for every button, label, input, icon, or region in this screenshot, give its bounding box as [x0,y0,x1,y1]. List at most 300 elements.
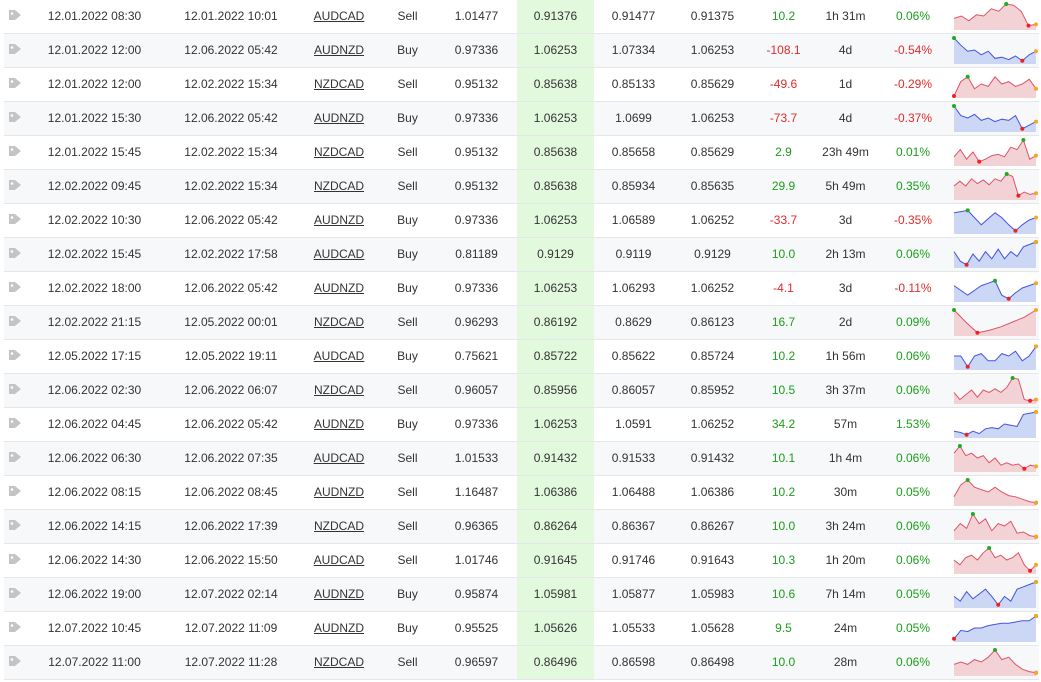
duration: 1h 4m [815,441,876,475]
open-price: 0.95132 [436,67,517,101]
sparkline-low-dot [1020,59,1024,63]
price-3: 0.91533 [594,441,673,475]
pair-link[interactable]: NZDCAD [314,179,364,193]
open-price: 0.97336 [436,271,517,305]
sparkline-cell [950,407,1039,441]
sparkline-high-dot [957,444,961,448]
tag-cell[interactable] [4,33,26,67]
price-3: 1.05533 [594,611,673,645]
duration: 30m [815,475,876,509]
close-price: 1.06253 [673,101,752,135]
duration: 4d [815,33,876,67]
open-price: 0.97336 [436,101,517,135]
close-time: 12.06.2022 05:42 [163,101,299,135]
open-price: 0.97336 [436,407,517,441]
tag-icon[interactable] [8,519,22,534]
pair-cell [299,509,379,543]
close-time: 12.02.2022 15:34 [163,67,299,101]
open-price: 0.95132 [436,135,517,169]
side: Sell [379,475,436,509]
close-price: 0.85629 [673,135,752,169]
duration: 1h 31m [815,0,876,33]
open-price: 1.01477 [436,0,517,33]
sparkline-cell [950,135,1039,169]
pair-cell [299,577,379,611]
pair-cell [299,441,379,475]
sparkline-high-dot [952,36,956,40]
side: Sell [379,0,436,33]
open-price: 0.96597 [436,645,517,679]
table-row[interactable] [4,203,1039,237]
price-sparkline [951,239,1039,269]
close-time: 12.01.2022 10:01 [163,0,299,33]
pips: -49.6 [752,67,815,101]
sparkline-high-dot [952,104,956,108]
close-time: 12.06.2022 17:39 [163,509,299,543]
pair-link[interactable]: AUDNZD [314,417,364,431]
pair-cell [299,475,379,509]
sparkline-cell [950,611,1039,645]
pair-link[interactable]: AUDNZD [314,213,364,227]
pair-cell [299,169,379,203]
close-time: 12.07.2022 11:09 [163,611,299,645]
pair-link[interactable]: NZDCAD [314,77,364,91]
tp-price: 1.05981 [517,577,594,611]
sparkline-high-dot [965,478,969,482]
profit-percent: 1.53% [876,407,950,441]
sparkline-cell [950,305,1039,339]
tag-icon[interactable] [8,655,22,670]
price-3: 0.91746 [594,543,673,577]
pips: 10.2 [752,475,815,509]
profit-percent: 0.05% [876,475,950,509]
pips: -73.7 [752,101,815,135]
close-price: 0.85629 [673,67,752,101]
side: Sell [379,441,436,475]
close-time: 12.06.2022 08:45 [163,475,299,509]
close-time: 12.05.2022 19:11 [163,339,299,373]
pair-link[interactable]: AUDCAD [313,247,365,261]
tag-cell[interactable] [4,543,26,577]
sparkline-end-dot [1034,464,1038,468]
tag-cell[interactable] [4,373,26,407]
pips: 9.5 [752,611,815,645]
tag-icon[interactable] [8,553,22,568]
pair-link[interactable]: AUDNZD [314,43,364,57]
tag-cell[interactable] [4,203,26,237]
sparkline-low-dot [977,160,981,164]
pips: -108.1 [752,33,815,67]
tag-cell[interactable] [4,577,26,611]
sparkline-end-dot [1034,120,1038,124]
side: Sell [379,305,436,339]
price-3: 0.85622 [594,339,673,373]
tag-icon[interactable] [8,417,22,432]
close-time: 12.05.2022 00:01 [163,305,299,339]
sparkline-cell [950,441,1039,475]
duration: 3h 37m [815,373,876,407]
duration: 1h 56m [815,339,876,373]
sparkline-end-dot [1034,614,1038,618]
tag-icon[interactable] [8,77,22,92]
pair-cell [299,339,379,373]
duration: 28m [815,645,876,679]
close-price: 0.91375 [673,0,752,33]
table-row[interactable] [4,407,1039,441]
tag-cell[interactable] [4,645,26,679]
tag-cell[interactable] [4,441,26,475]
price-sparkline [951,511,1039,541]
sparkline-cell [950,509,1039,543]
pair-link[interactable]: NZDCAD [314,315,364,329]
sparkline-end-dot [1034,535,1038,539]
tag-icon[interactable] [8,587,22,602]
duration: 2d [815,305,876,339]
side: Buy [379,203,436,237]
duration: 24m [815,611,876,645]
tag-icon[interactable] [8,485,22,500]
profit-percent: 0.05% [876,611,950,645]
tp-price: 1.06253 [517,33,594,67]
pair-cell [299,407,379,441]
price-sparkline [951,307,1039,337]
duration: 3d [815,203,876,237]
tag-icon[interactable] [8,349,22,364]
table-row[interactable] [4,543,1039,577]
side: Sell [379,373,436,407]
pips: 10.3 [752,543,815,577]
price-sparkline [951,137,1039,167]
pair-link[interactable]: AUDCAD [313,9,365,24]
side: Buy [379,101,436,135]
pair-link[interactable]: NZDCAD [314,519,364,533]
sparkline-end-dot [1034,344,1038,348]
sparkline-high-dot [993,279,997,283]
sparkline-high-dot [1004,2,1008,6]
side: Sell [379,509,436,543]
close-time: 12.07.2022 11:28 [163,645,299,679]
close-price: 1.06252 [673,271,752,305]
tp-price: 1.06253 [517,101,594,135]
tag-icon[interactable] [8,213,22,228]
open-price: 0.96365 [436,509,517,543]
tag-cell[interactable] [4,407,26,441]
tp-price: 0.91645 [517,543,594,577]
sparkline-area [954,281,1036,302]
open-time: 12.01.2022 12:00 [26,33,163,67]
sparkline-end-dot [1034,240,1038,244]
table-row[interactable] [4,0,1039,33]
sparkline-cell [950,169,1039,203]
sparkline-end-dot [1034,49,1038,53]
pair-link[interactable]: AUDNZD [314,485,364,499]
open-time: 12.01.2022 08:30 [26,0,163,33]
close-time: 12.06.2022 05:42 [163,271,299,305]
tag-icon[interactable] [8,315,22,330]
open-price: 0.81189 [436,237,517,271]
sparkline-low-dot [952,94,956,98]
sparkline-high-dot [1010,376,1014,380]
sparkline-end-dot [1034,216,1038,220]
profit-percent: 0.06% [876,339,950,373]
profit-percent: 0.09% [876,305,950,339]
duration: 7h 14m [815,577,876,611]
sparkline-cell [950,271,1039,305]
pair-link[interactable]: AUDCAD [313,349,365,363]
tp-price: 1.06253 [517,271,594,305]
pips: 10.6 [752,577,815,611]
table-row[interactable] [4,169,1039,203]
duration: 4d [815,101,876,135]
pair-link[interactable]: AUDNZD [314,281,364,295]
sparkline-end-dot [1034,398,1038,402]
tag-cell[interactable] [4,305,26,339]
pair-cell [299,67,379,101]
price-sparkline [951,103,1039,133]
table-row[interactable] [4,577,1039,611]
pair-cell [299,135,379,169]
price-sparkline [951,69,1039,99]
pips: 10.0 [752,237,815,271]
tag-icon[interactable] [8,179,22,194]
pair-link[interactable]: AUDCAD [313,553,365,567]
pips: -33.7 [752,203,815,237]
close-price: 1.05983 [673,577,752,611]
table-row[interactable] [4,339,1039,373]
pair-cell [299,543,379,577]
pair-link[interactable]: AUDCAD [313,451,365,465]
pair-cell [299,101,379,135]
tag-cell[interactable] [4,611,26,645]
table-row[interactable] [4,33,1039,67]
tp-price: 0.85638 [517,135,594,169]
sparkline-high-dot [970,512,974,516]
tp-price: 0.9129 [517,237,594,271]
open-time: 12.02.2022 18:00 [26,271,163,305]
table-row[interactable] [4,305,1039,339]
close-price: 1.06252 [673,407,752,441]
table-row[interactable] [4,509,1039,543]
table-row[interactable] [4,101,1039,135]
table-row[interactable] [4,441,1039,475]
pips: 10.0 [752,645,815,679]
table-row[interactable] [4,271,1039,305]
tag-cell[interactable] [4,135,26,169]
table-row[interactable] [4,645,1039,679]
pair-link[interactable]: NZDCAD [314,655,364,669]
pair-link[interactable]: NZDCAD [314,383,364,397]
price-3: 1.06488 [594,475,673,509]
price-3: 0.8629 [594,305,673,339]
pair-cell [299,0,379,33]
open-time: 12.05.2022 17:15 [26,339,163,373]
sparkline-low-dot [996,603,1000,607]
tag-cell[interactable] [4,101,26,135]
open-price: 1.01746 [436,543,517,577]
pair-link[interactable]: NZDCAD [314,145,364,159]
pair-link[interactable]: AUDNZD [314,621,364,635]
tag-cell[interactable] [4,169,26,203]
sparkline-end-dot [1034,410,1038,414]
sparkline-high-dot [952,308,956,312]
price-sparkline [951,171,1039,201]
table-row[interactable] [4,475,1039,509]
side: Buy [379,237,436,271]
duration: 23h 49m [815,135,876,169]
sparkline-end-dot [1034,563,1038,567]
close-time: 12.06.2022 05:42 [163,407,299,441]
tag-cell[interactable] [4,0,26,33]
pair-link[interactable]: AUDNZD [314,111,364,125]
sparkline-high-dot [965,208,969,212]
tag-icon[interactable] [8,281,22,296]
tag-icon[interactable] [8,383,22,398]
tag-icon[interactable] [8,621,22,636]
price-sparkline [951,647,1039,677]
price-sparkline [951,443,1039,473]
tag-cell[interactable] [4,237,26,271]
price-sparkline [951,477,1039,507]
side: Sell [379,169,436,203]
side: Buy [379,271,436,305]
profit-percent: -0.37% [876,101,950,135]
pips: 29.9 [752,169,815,203]
pair-cell [299,271,379,305]
close-price: 0.86123 [673,305,752,339]
tag-cell[interactable] [4,271,26,305]
pips: 10.0 [752,509,815,543]
tp-price: 0.86192 [517,305,594,339]
side: Buy [379,339,436,373]
pips: 10.2 [752,339,815,373]
sparkline-low-dot [1022,467,1026,471]
price-3: 1.0699 [594,101,673,135]
open-time: 12.01.2022 15:45 [26,135,163,169]
profit-percent: 0.06% [876,237,950,271]
sparkline-area [954,378,1036,404]
tp-price: 1.06253 [517,203,594,237]
price-sparkline [951,205,1039,235]
pair-cell [299,645,379,679]
open-price: 1.16487 [436,475,517,509]
close-time: 12.06.2022 05:42 [163,33,299,67]
tag-cell[interactable] [4,509,26,543]
sparkline-end-dot [1034,308,1038,312]
close-price: 0.91643 [673,543,752,577]
pips: 34.2 [752,407,815,441]
sparkline-high-dot [1021,138,1025,142]
tag-icon[interactable] [8,111,22,126]
tag-icon[interactable] [8,451,22,466]
pair-cell [299,373,379,407]
table-row[interactable] [4,373,1039,407]
profit-percent: -0.11% [876,271,950,305]
tag-cell[interactable] [4,475,26,509]
open-price: 0.95525 [436,611,517,645]
profit-percent: 0.01% [876,135,950,169]
sparkline-cell [950,237,1039,271]
tag-icon[interactable] [8,9,22,24]
sparkline-low-dot [1026,24,1030,28]
table-row[interactable] [4,135,1039,169]
sparkline-high-dot [965,75,969,79]
sparkline-area [954,210,1036,234]
side: Buy [379,577,436,611]
open-time: 12.06.2022 02:30 [26,373,163,407]
sparkline-low-dot [1006,297,1010,301]
side: Sell [379,645,436,679]
tag-icon[interactable] [8,145,22,160]
open-time: 12.07.2022 11:00 [26,645,163,679]
table-row[interactable] [4,611,1039,645]
sparkline-low-dot [1013,229,1017,233]
tp-price: 0.86496 [517,645,594,679]
sparkline-low-dot [964,433,968,437]
pips: -4.1 [752,271,815,305]
tp-price: 0.85956 [517,373,594,407]
table-row[interactable] [4,67,1039,101]
sparkline-end-dot [1034,154,1038,158]
sparkline-cell [950,543,1039,577]
sparkline-low-dot [1020,127,1024,131]
sparkline-area [954,582,1036,608]
tag-cell[interactable] [4,339,26,373]
sparkline-low-dot [975,331,979,335]
sparkline-area [954,650,1036,676]
price-3: 0.85658 [594,135,673,169]
tp-price: 0.85638 [517,67,594,101]
tp-price: 1.05626 [517,611,594,645]
sparkline-high-dot [993,648,997,652]
close-time: 12.06.2022 05:42 [163,203,299,237]
sparkline-area [954,480,1036,506]
pair-link[interactable]: AUDNZD [314,587,364,601]
price-3: 0.86057 [594,373,673,407]
close-price: 0.85724 [673,339,752,373]
price-sparkline [951,35,1039,65]
sparkline-cell [950,645,1039,679]
sparkline-high-dot [987,546,991,550]
tag-cell[interactable] [4,67,26,101]
open-price: 0.97336 [436,33,517,67]
pips: 16.7 [752,305,815,339]
sparkline-low-dot [964,263,968,267]
open-time: 12.06.2022 14:15 [26,509,163,543]
sparkline-cell [950,475,1039,509]
profit-percent: 0.05% [876,577,950,611]
price-3: 1.0591 [594,407,673,441]
price-3: 0.9119 [594,237,673,271]
sparkline-end-dot [1034,671,1038,675]
price-sparkline [951,273,1039,303]
close-price: 1.06252 [673,203,752,237]
close-time: 12.02.2022 15:34 [163,135,299,169]
price-sparkline [951,1,1039,31]
side: Buy [379,407,436,441]
close-time: 12.07.2022 02:14 [163,577,299,611]
tag-icon[interactable] [8,247,22,262]
open-time: 12.02.2022 09:45 [26,169,163,203]
tag-icon[interactable] [8,43,22,58]
duration: 2h 13m [815,237,876,271]
sparkline-low-dot [1028,569,1032,573]
open-price: 0.96293 [436,305,517,339]
table-row[interactable] [4,237,1039,271]
price-3: 0.85934 [594,169,673,203]
profit-percent: 0.06% [876,373,950,407]
open-price: 0.75621 [436,339,517,373]
duration: 1h 20m [815,543,876,577]
